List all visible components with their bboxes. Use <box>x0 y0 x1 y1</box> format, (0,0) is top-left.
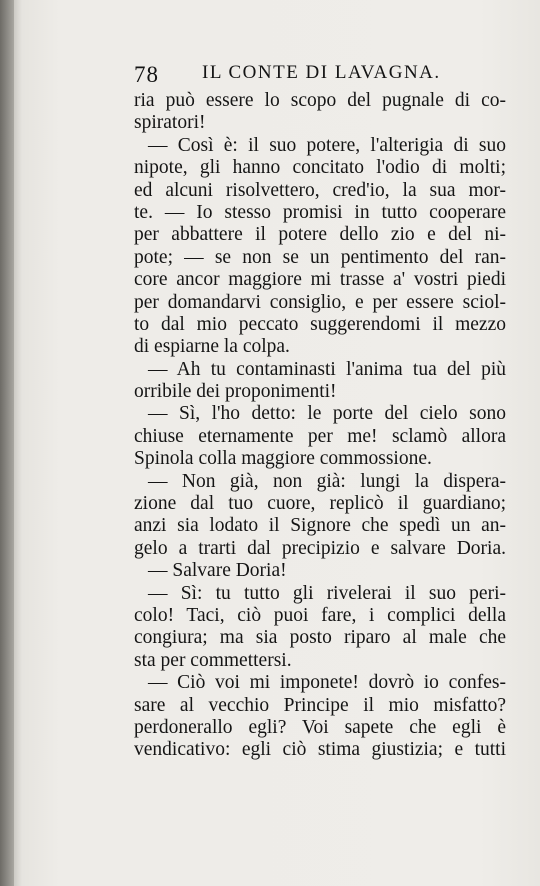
text-line: gelo a trarti dal precipizio e salvare Doria. <box>134 537 506 559</box>
running-title: IL CONTE DI LAVAGNA. <box>202 62 441 83</box>
text-line: — Sì, l'ho detto: le porte del cielo sono <box>148 403 506 425</box>
text-line: — Sì: tu tutto gli rivelerai il suo peri- <box>148 582 506 604</box>
text-line: — Salvare Doria! <box>148 560 287 582</box>
text-line: ed alcuni risolvettero, cred'io, la sua mor- <box>134 179 506 201</box>
text-line: congiura; ma sia posto riparo al male che <box>134 627 506 649</box>
text-line: orribile dei proponimenti! <box>134 381 337 403</box>
body-text <box>134 90 506 762</box>
text-line: zione dal tuo cuore, replicò il guardiano; <box>134 493 506 515</box>
text-line: vendicativo: egli ciò stima giustizia; e tutti <box>134 739 506 761</box>
text-line: pote; — se non se un pentimento del ran- <box>134 246 506 268</box>
text-line: perdonerallo egli? Voi sapete che egli è <box>134 716 506 738</box>
text-line: chiuse eternamente per me! sclamò allora <box>134 425 506 447</box>
text-line: sare al vecchio Principe il mio misfatto? <box>134 694 506 716</box>
text-line: per domandarvi consiglio, e per essere sciol- <box>134 291 506 313</box>
text-line: — Ah tu contaminasti l'anima tua del più <box>148 358 506 380</box>
text-line: — Così è: il suo potere, l'alterigia di suo <box>148 134 506 156</box>
page-gutter <box>0 0 14 886</box>
text-line: — Ciò voi mi imponete! dovrò io confes- <box>148 672 506 694</box>
text-line: core ancor maggiore mi trasse a' vostri piedi <box>134 269 506 291</box>
text-line: nipote, gli hanno concitato l'odio di molti; <box>134 157 506 179</box>
text-line: anzi sia lodato il Signore che spedì un an- <box>134 515 506 537</box>
text-line: spiratori! <box>134 112 206 134</box>
page-header <box>134 56 506 90</box>
text-line: to dal mio peccato suggerendomi il mezzo <box>134 313 506 335</box>
text-line: — Non già, non già: lungi la dispera- <box>148 470 506 492</box>
text-line: di espiarne la colpa. <box>134 336 290 358</box>
text-line: per abbattere il potere dello zio e del ni- <box>134 224 506 246</box>
page-number: 78 <box>134 62 159 87</box>
text-line: ria può essere lo scopo del pugnale di co- <box>134 90 506 111</box>
text-line: te. — Io stesso promisi in tutto cooperare <box>134 201 506 223</box>
text-line: colo! Taci, ciò puoi fare, i complici della <box>134 604 506 626</box>
text-line: Spinola colla maggiore commossione. <box>134 448 432 470</box>
text-line: sta per commettersi. <box>134 649 292 671</box>
